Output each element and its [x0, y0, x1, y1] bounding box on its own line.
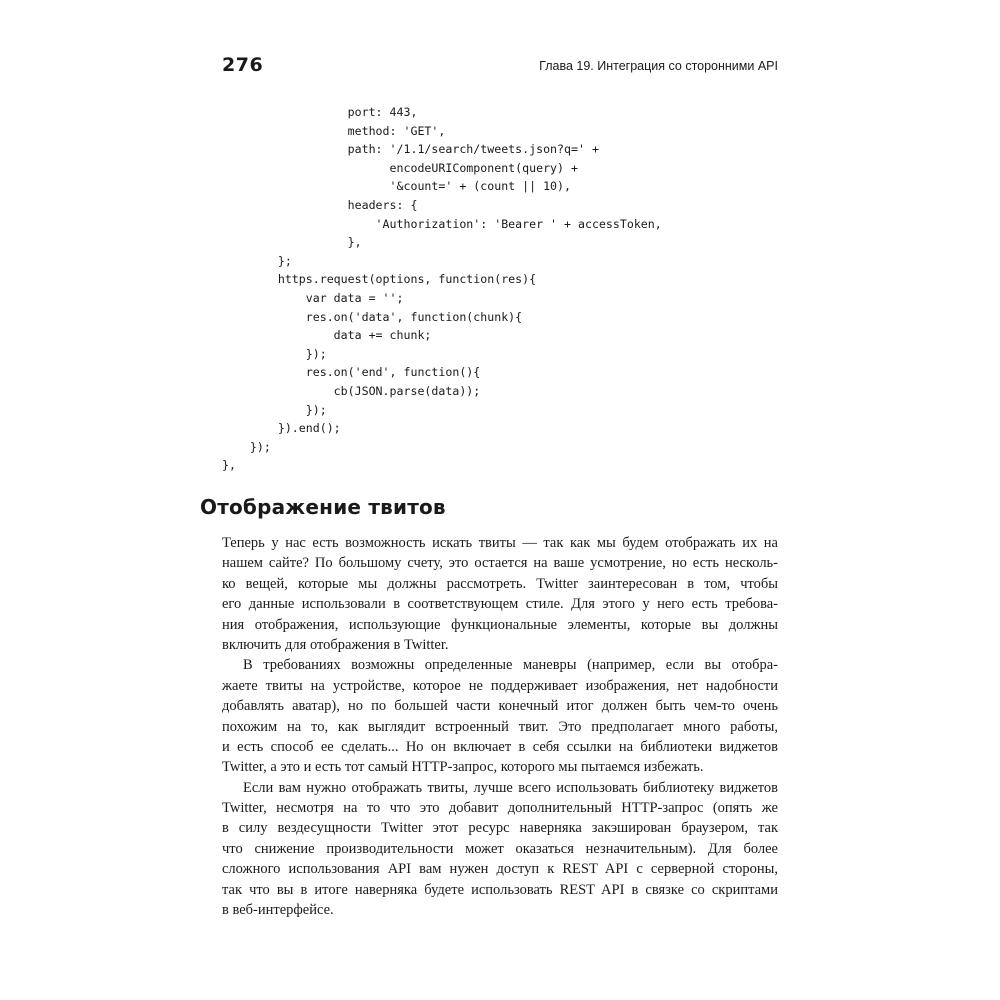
page-number: 276	[222, 54, 264, 76]
text-line: В требованиях возможны определенные маневры (например, если вы отобра-	[243, 657, 778, 674]
body-text	[222, 533, 778, 920]
text-line: в веб-интерфейсе.	[222, 902, 334, 919]
code-line: }).end();	[222, 421, 341, 436]
code-line: cb(JSON.parse(data));	[222, 383, 481, 398]
text-line: что снижение производительности может оказаться незначительным). Для более	[222, 840, 778, 857]
text-line: Если вам нужно отображать твиты, лучше всего использовать библиотеку виджетов	[243, 779, 778, 796]
code-line: method: 'GET',	[222, 123, 446, 138]
code-line: },	[222, 235, 362, 250]
code-line: });	[222, 346, 327, 361]
text-line: так что вы в итоге наверняка будете использовать REST API в связке со скриптами	[222, 881, 778, 898]
page-header	[222, 54, 778, 82]
code-line: https.request(options, function(res){	[222, 272, 537, 287]
code-line: };	[222, 253, 292, 268]
text-line: включить для отображения в Twitter.	[222, 636, 449, 653]
code-listing	[222, 103, 662, 475]
text-line: его данные использовали в соответствующем стиле. Для этого у него есть требова-	[222, 596, 778, 613]
text-line: добавлять аватар), но по большей части конечный итог должен быть чем-то очень	[222, 698, 778, 715]
code-line: var data = '';	[222, 290, 404, 305]
code-line: });	[222, 402, 327, 417]
code-line: path: '/1.1/search/tweets.json?q=' +	[222, 142, 599, 157]
text-line: ния отображения, использующие функциональные элементы, которые вы должны	[222, 616, 778, 633]
code-line: port: 443,	[222, 105, 418, 119]
code-line: headers: {	[222, 197, 418, 212]
text-line: ко вещей, которые мы должны рассмотреть. Twitter заинтересован в том, чтобы	[222, 575, 778, 592]
code-line: '&count=' + (count || 10),	[222, 179, 572, 194]
text-line: и есть способ ее сделать... Но он включает в себя ссылки на библиотеки виджетов	[222, 738, 778, 755]
paragraph	[222, 533, 778, 655]
text-line: сложного использования API вам нужен доступ к REST API с серверной стороны,	[222, 861, 778, 878]
code-line: data += chunk;	[222, 328, 432, 343]
code-line: });	[222, 439, 271, 454]
paragraph	[222, 655, 778, 777]
text-line: Twitter, несмотря на то что это добавит дополнительный HTTP-запрос (опять же	[222, 800, 778, 817]
running-head: Глава 19. Интеграция со сторонними API	[539, 59, 778, 73]
text-line: нашем сайте? По большому счету, это остается на ваше усмотрение, но есть несколь-	[222, 555, 778, 572]
section-heading: Отображение твитов	[200, 495, 446, 519]
code-line: res.on('data', function(chunk){	[222, 309, 523, 324]
text-line: жаете твиты на устройстве, которое не поддерживает изображения, нет надобности	[222, 677, 778, 694]
text-line: Теперь у нас есть возможность искать твиты — так как мы будем отображать их на	[222, 535, 778, 551]
code-line: encodeURIComponent(query) +	[222, 160, 578, 175]
code-line: 'Authorization': 'Bearer ' + accessToken,	[222, 216, 662, 231]
code-line: },	[222, 458, 236, 473]
text-line: похожим на то, как выглядит встроенный твит. Это предполагает много работы,	[222, 718, 778, 735]
text-line: Twitter, а это и есть тот самый HTTP-запрос, которого мы пытаемся избежать.	[222, 759, 704, 776]
paragraph	[222, 778, 778, 921]
text-line: в силу вездесущности Twitter этот ресурс наверняка закэширован браузером, так	[222, 820, 778, 837]
code-line: res.on('end', function(){	[222, 365, 481, 380]
